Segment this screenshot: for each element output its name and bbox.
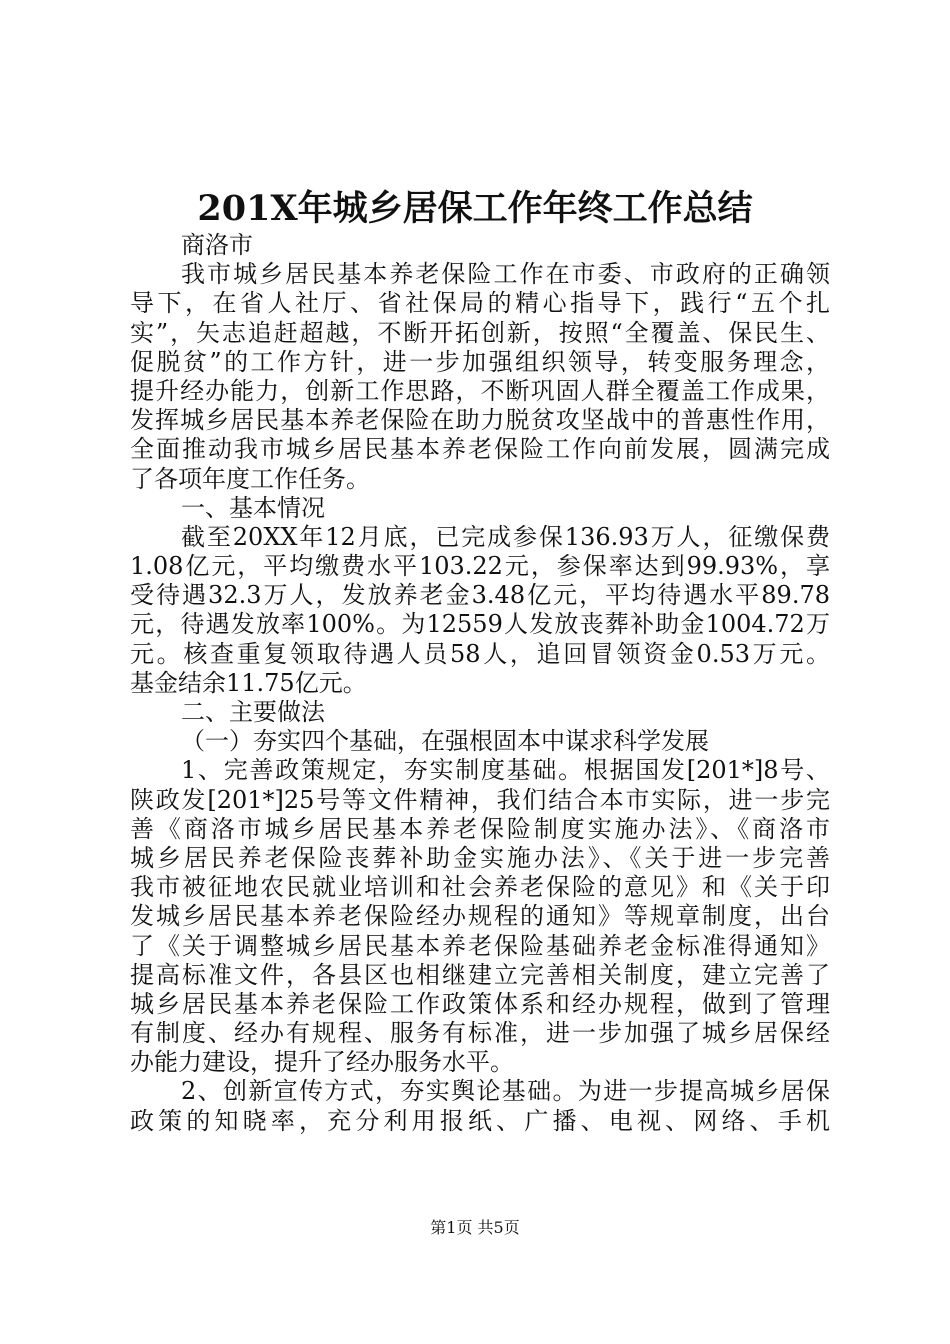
body-line: 政策的知晓率，充分利用报纸、广播、电视、网络、手机 (130, 1106, 830, 1135)
body-line: 1.08亿元，平均缴费水平103.22元，参保率达到99.93%，享 (130, 552, 830, 581)
body-line: 商洛市 (181, 231, 253, 259)
body-line: 元。核查重复领取待遇人员58人，追回冒领资金0.53万元。 (130, 639, 830, 668)
body-line: 实”，矢志追赶超越，不断开拓创新，按照“全覆盖、保民生、 (130, 318, 830, 347)
body-line: 导下，在省人社厅、省社保局的精心指导下，践行“五个扎 (130, 289, 830, 318)
page-footer: 第1页 共5页 (430, 1218, 520, 1237)
body-line: 2、创新宣传方式，夯实舆论基础。为进一步提高城乡居保 (181, 1077, 830, 1106)
document-title: 201X年城乡居保工作年终工作总结 (197, 188, 753, 229)
body-line: 城乡居民养老保险丧葬补助金实施办法》、《关于进一步完善 (130, 843, 830, 872)
body-line: 发城乡居民基本养老保险经办规程的通知》等规章制度，出台 (130, 902, 830, 931)
body-line: 元，待遇发放率100%。为12559人发放丧葬补助金1004.72万 (130, 610, 830, 639)
body-line: 办能力建设，提升了经办服务水平。 (130, 1048, 514, 1077)
body-line: 二、主要做法 (181, 698, 325, 726)
body-line: 我市城乡居民基本养老保险工作在市委、市政府的正确领 (181, 260, 830, 289)
body-line: 了《关于调整城乡居民基本养老保险基础养老金标准得通知》 (130, 931, 830, 960)
body-line: 受待遇32.3万人，发放养老金3.48亿元，平均待遇水平89.78 (130, 581, 830, 610)
document-body (130, 231, 830, 1136)
body-line: 发挥城乡居民基本养老保险在助力脱贫攻坚战中的普惠性作用， (130, 406, 830, 435)
body-line: 基金结余11.75亿元。 (130, 668, 367, 697)
body-line: 一、基本情况 (181, 493, 325, 522)
body-line: 了各项年度工作任务。 (130, 464, 370, 493)
body-line: 陕政发[201*]25号等文件精神，我们结合本市实际，进一步完 (130, 785, 830, 814)
body-line: 全面推动我市城乡居民基本养老保险工作向前发展，圆满完成 (130, 435, 830, 464)
body-line: 促脱贫”的工作方针，进一步加强组织领导，转变服务理念， (130, 347, 830, 376)
body-line: 提升经办能力，创新工作思路，不断巩固人群全覆盖工作成果， (130, 376, 830, 405)
body-line: 有制度、经办有规程、服务有标准，进一步加强了城乡居保经 (130, 1019, 830, 1048)
body-line: 善《商洛市城乡居民基本养老保险制度实施办法》、《商洛市 (130, 814, 830, 843)
body-line: 我市被征地农民就业培训和社会养老保险的意见》和《关于印 (130, 873, 830, 902)
body-line: 城乡居民基本养老保险工作政策体系和经办规程，做到了管理 (130, 989, 830, 1018)
body-line: 1、完善政策规定，夯实制度基础。根据国发[201*]8号、 (181, 756, 830, 785)
body-line: 提高标准文件，各县区也相继建立完善相关制度，建立完善了 (130, 960, 830, 989)
body-line: （一）夯实四个基础，在强根固本中谋求科学发展 (181, 727, 709, 756)
body-line: 截至20XX年12月底，已完成参保136.93万人，征缴保费 (181, 522, 830, 551)
